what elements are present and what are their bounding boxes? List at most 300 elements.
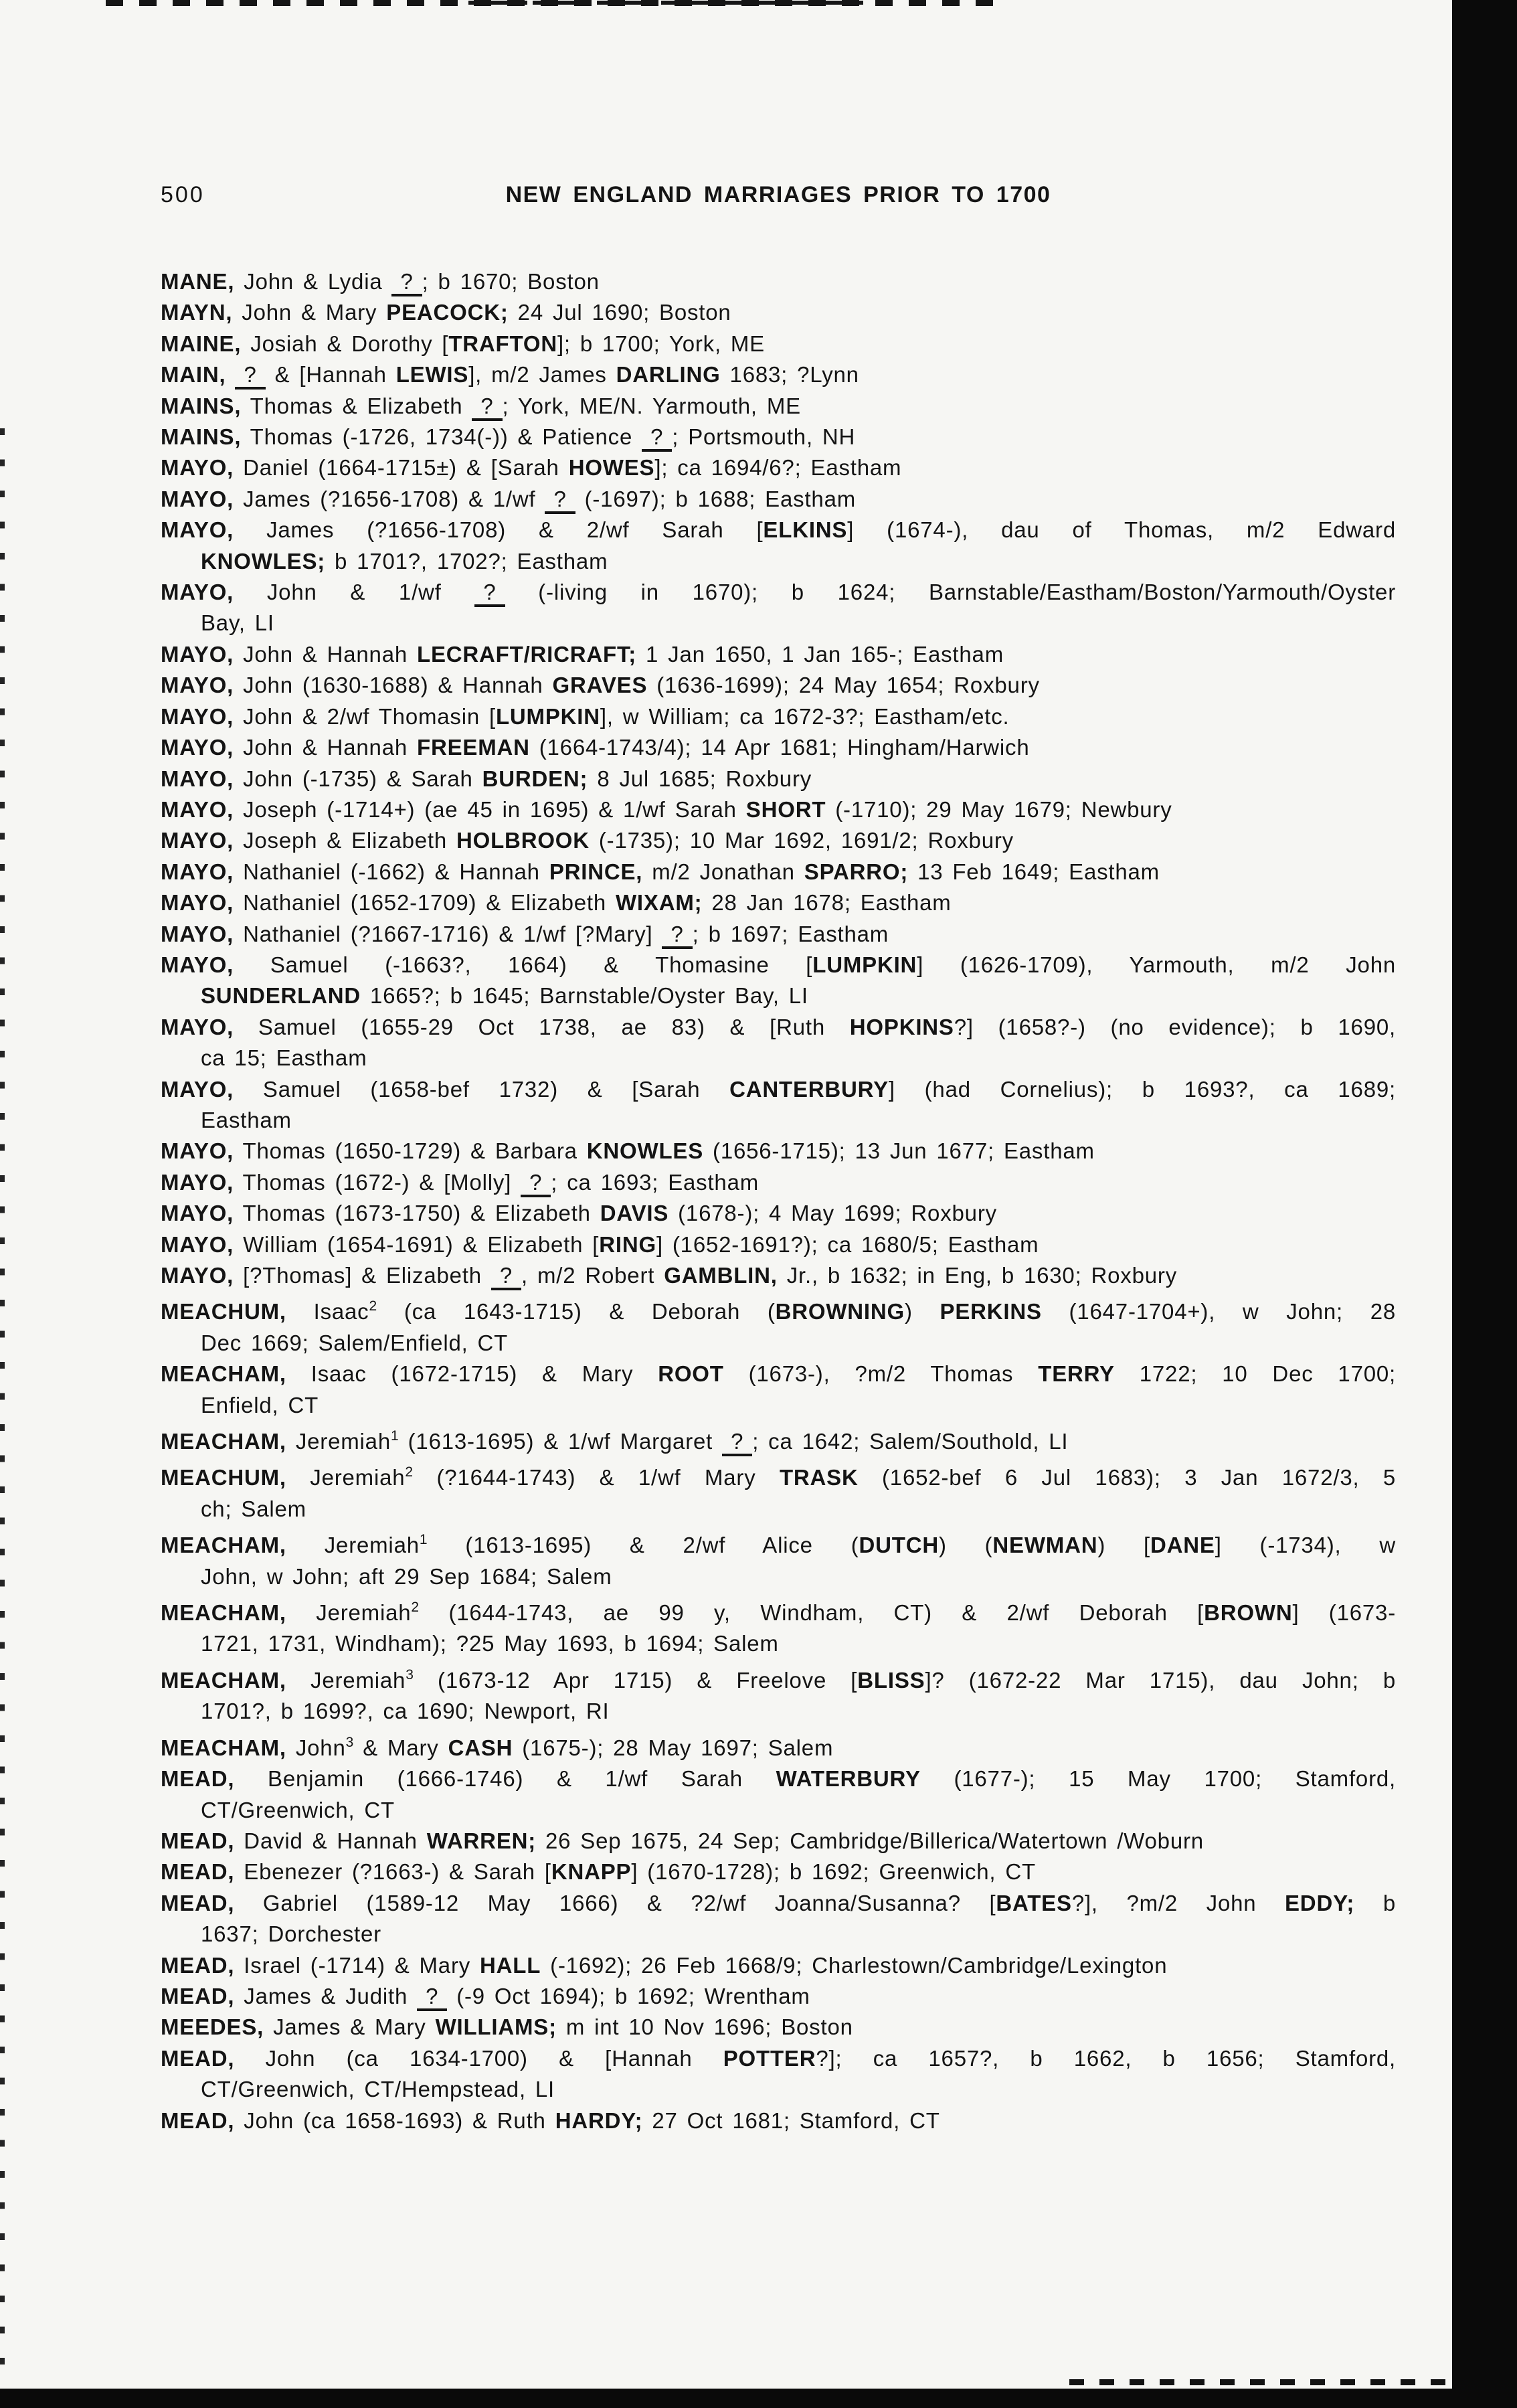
surname-bold: HOLBROOK — [456, 828, 590, 853]
entry-text: ]? (1672-22 Mar 1715), dau John; b — [925, 1667, 1396, 1693]
entry-line — [161, 639, 1396, 670]
surname-bold: DUTCH — [859, 1533, 939, 1558]
entry-text: (1673-12 Apr 1715) & Freelove [ — [413, 1667, 858, 1693]
entry-text: Samuel (-1663?, 1664) & Thomasine [ — [234, 952, 813, 977]
entry-text: CT/Greenwich, CT/Hempstead, LI — [201, 2077, 555, 2102]
marriage-entry — [161, 484, 1396, 515]
entry-text: Isaac — [286, 1299, 369, 1324]
surname-bold: HOWES — [568, 455, 655, 481]
entry-line — [161, 794, 1396, 825]
entry-text: (-1710); 29 May 1679; Newbury — [826, 796, 1172, 822]
marriage-entry — [161, 1592, 1396, 1660]
entry-text: (1664-1743/4); 14 Apr 1681; Hingham/Harwich — [529, 735, 1030, 760]
surname-bold: HOPKINS — [849, 1014, 954, 1039]
entry-line — [161, 359, 1396, 390]
entry-line — [161, 515, 1396, 545]
marriage-entry — [161, 887, 1396, 918]
entry-text: (1675-); 28 May 1697; Salem — [513, 1735, 834, 1760]
surname-bold: WIXAM; — [615, 890, 703, 916]
entry-line — [161, 329, 1396, 359]
entry-text: ; ca 1693; Eastham — [551, 1169, 760, 1195]
entry-text: (1678-); 4 May 1699; Roxbury — [668, 1201, 997, 1226]
entry-text: 13 Feb 1649; Eastham — [908, 859, 1160, 884]
surname-bold: GAMBLIN, — [664, 1263, 778, 1288]
entry-text: Nathaniel (-1662) & Hannah — [234, 859, 549, 884]
entry-text: ?], ?m/2 John — [1071, 1890, 1285, 1915]
entry-text: ; b 1697; Eastham — [692, 921, 889, 946]
entry-text: Gabriel (1589-12 May 1666) & ?2/wf Joanna/Susanna? [ — [234, 1890, 996, 1915]
entry-line — [161, 1950, 1396, 1981]
entry-text: b — [1354, 1890, 1396, 1915]
entry-text: James & Mary — [264, 2014, 436, 2040]
entry-continuation-line — [161, 1628, 1396, 1659]
entry-text: [?Thomas] & Elizabeth — [234, 1263, 491, 1288]
unknown-name-blank: ? — [474, 580, 505, 607]
page-header — [161, 179, 1396, 210]
scan-artifact-bottom-dashes — [1069, 2379, 1451, 2385]
entry-line — [161, 1136, 1396, 1167]
entry-line — [161, 2043, 1396, 2074]
marriage-entry — [161, 266, 1396, 297]
marriage-entry — [161, 515, 1396, 577]
entry-text: John & Hannah — [234, 735, 417, 760]
entry-text: John (ca 1658-1693) & Ruth — [234, 2108, 555, 2133]
entry-text: ) ( — [938, 1533, 993, 1558]
unknown-name-blank: ? — [722, 1429, 752, 1456]
unknown-name-blank: ? — [235, 362, 265, 390]
entry-text: 1637; Dorchester — [201, 1921, 381, 1947]
entry-line — [161, 1291, 1396, 1327]
surname-bold: BROWN — [1204, 1600, 1293, 1626]
entry-text: Thomas (-1726, 1734(-)) & Patience — [241, 424, 642, 450]
marriage-entry — [161, 1764, 1396, 1826]
surname-bold: MAYO, — [161, 735, 234, 760]
surname-bold: MEACHUM, — [161, 1299, 286, 1324]
unknown-name-blank: ? — [417, 1984, 447, 2011]
entry-text: James (?1656-1708) & 1/wf — [234, 486, 545, 511]
entry-text: John (1630-1688) & Hannah — [234, 673, 553, 698]
surname-bold: MEACHAM, — [161, 1361, 286, 1387]
scan-artifact-left-ticks — [0, 428, 5, 2383]
entry-line — [161, 1421, 1396, 1457]
entry-text: Jeremiah — [286, 1667, 406, 1693]
entry-line — [161, 1592, 1396, 1628]
entry-text: Thomas & Elizabeth — [241, 393, 472, 418]
entry-line — [161, 2012, 1396, 2043]
surname-bold: KNAPP — [551, 1859, 632, 1885]
entry-line — [161, 1764, 1396, 1794]
entry-text: ; b 1670; Boston — [422, 269, 600, 294]
entry-text: Isaac (1672-1715) & Mary — [286, 1361, 658, 1387]
entry-line — [161, 1457, 1396, 1493]
marriage-entry — [161, 1826, 1396, 1857]
entry-text: & [Hannah — [265, 362, 396, 388]
unknown-name-blank: ? — [662, 922, 692, 949]
entry-line — [161, 950, 1396, 980]
surname-bold: PERKINS — [940, 1299, 1042, 1324]
marriage-entry — [161, 1359, 1396, 1421]
entry-line — [161, 764, 1396, 794]
scan-artifact-bottom-bar — [0, 2389, 1517, 2408]
unknown-name-blank: ? — [391, 269, 422, 296]
entry-text: James & Judith — [234, 1983, 418, 2008]
marriage-entry — [161, 1525, 1396, 1592]
entry-text: ?] (1658?-) (no evidence); b 1690, — [954, 1014, 1396, 1039]
entry-text: John & Mary — [232, 300, 387, 325]
marriage-entry — [161, 1950, 1396, 1981]
entry-text: 8 Jul 1685; Roxbury — [588, 766, 812, 791]
entry-text: (-1735); 10 Mar 1692, 1691/2; Roxbury — [589, 828, 1014, 853]
entry-continuation-line — [161, 1795, 1396, 1826]
entry-text: (1644-1743, ae 99 y, Windham, CT) & 2/wf Deborah [ — [419, 1600, 1204, 1626]
entry-continuation-line — [161, 1043, 1396, 1073]
entry-text: Jeremiah — [286, 1533, 420, 1558]
entry-text: ) — [905, 1299, 940, 1324]
entry-text: 1701?, b 1699?, ca 1690; Newport, RI — [201, 1699, 610, 1724]
entry-text: ] (1674-), dau of Thomas, m/2 Edward — [847, 517, 1396, 543]
surname-bold: MAYO, — [161, 1076, 234, 1102]
marriage-entry — [161, 452, 1396, 483]
marriage-entry — [161, 794, 1396, 825]
entry-text: (-1697); b 1688; Eastham — [575, 486, 857, 511]
entry-text: ; ca 1642; Salem/Southold, LI — [752, 1429, 1069, 1454]
entry-text — [226, 362, 236, 387]
surname-bold: MAINS, — [161, 424, 242, 450]
marriage-entry — [161, 422, 1396, 452]
entry-line — [161, 1888, 1396, 1919]
surname-bold: MEAD, — [161, 1859, 235, 1885]
entry-text: & Mary — [353, 1735, 448, 1760]
surname-bold: BLISS — [857, 1667, 925, 1693]
entry-text: 28 Jan 1678; Eastham — [702, 890, 952, 916]
surname-bold: MAYO, — [161, 1169, 234, 1195]
surname-bold: LUMPKIN — [495, 703, 600, 729]
surname-bold: KNOWLES — [586, 1138, 704, 1164]
surname-bold: MAYO, — [161, 952, 234, 977]
surname-bold: MEAD, — [161, 2108, 235, 2133]
surname-bold: BATES — [996, 1890, 1072, 1915]
entry-text: ) [ — [1097, 1533, 1150, 1558]
entry-text: David & Hannah — [234, 1828, 427, 1853]
marriage-entry — [161, 670, 1396, 701]
surname-bold: ROOT — [658, 1361, 724, 1387]
entry-text: CT/Greenwich, CT — [201, 1797, 395, 1822]
entry-text: Thomas (1672-) & [Molly] — [234, 1169, 521, 1195]
entry-text: John & Hannah — [234, 641, 417, 667]
marriage-entry — [161, 857, 1396, 887]
surname-bold: KNOWLES; — [201, 548, 326, 574]
surname-bold: MAYO, — [161, 703, 234, 729]
entry-continuation-line — [161, 1561, 1396, 1592]
marriage-entry — [161, 1981, 1396, 2012]
marriage-entry — [161, 1291, 1396, 1359]
entry-line — [161, 1525, 1396, 1561]
entry-line — [161, 2105, 1396, 2136]
entry-line — [161, 1074, 1396, 1105]
entry-line — [161, 1660, 1396, 1696]
marriage-entry — [161, 359, 1396, 390]
marriage-entry — [161, 297, 1396, 328]
surname-bold: CASH — [448, 1735, 513, 1760]
unknown-name-blank: ? — [545, 487, 575, 514]
entry-line — [161, 701, 1396, 732]
marriage-entry — [161, 2105, 1396, 2136]
entry-text: Ebenezer (?1663-) & Sarah [ — [234, 1859, 551, 1885]
entry-line — [161, 1981, 1396, 2012]
entry-text: 1665?; b 1645; Barnstable/Oyster Bay, LI — [361, 983, 808, 1009]
surname-bold: RING — [599, 1231, 656, 1257]
surname-bold: MAYO, — [161, 828, 234, 853]
marriage-entry — [161, 1457, 1396, 1525]
entry-line — [161, 484, 1396, 515]
entry-text: 1 Jan 1650, 1 Jan 165-; Eastham — [636, 641, 1004, 667]
entry-text: (1673-), ?m/2 Thomas — [723, 1361, 1039, 1387]
surname-bold: FREEMAN — [416, 735, 530, 760]
marriage-entry — [161, 1857, 1396, 1887]
marriage-entry — [161, 919, 1396, 950]
entry-text: ?]; ca 1657?, b 1662, b 1656; Stamford, — [816, 2045, 1397, 2071]
surname-bold: EDDY; — [1285, 1890, 1355, 1915]
marriage-entry — [161, 950, 1396, 1012]
entry-text: (-1692); 26 Feb 1668/9; Charlestown/Cambridge/Lexington — [541, 1952, 1168, 1978]
entry-line — [161, 422, 1396, 452]
entry-text: Nathaniel (?1667-1716) & 1/wf [?Mary] — [234, 921, 662, 946]
surname-bold: MAYO, — [161, 673, 234, 698]
entry-text: William (1654-1691) & Elizabeth [ — [234, 1231, 600, 1257]
entry-text: b 1701?, 1702?; Eastham — [325, 548, 608, 574]
surname-bold: MAYO, — [161, 859, 234, 884]
entry-line — [161, 452, 1396, 483]
page-title: NEW ENGLAND MARRIAGES PRIOR TO 1700 — [505, 182, 1051, 207]
entry-line — [161, 297, 1396, 328]
surname-bold: MAYO, — [161, 580, 234, 605]
entry-text: ] (had Cornelius); b 1693?, ca 1689; — [888, 1076, 1396, 1102]
surname-bold: MEAD, — [161, 2045, 235, 2071]
surname-bold: TERRY — [1038, 1361, 1115, 1387]
surname-bold: MAYO, — [161, 766, 234, 791]
surname-bold: HALL — [480, 1952, 541, 1978]
scan-artifact-top-dashes-solid — [468, 1, 863, 5]
surname-bold: MEAD, — [161, 1983, 235, 2008]
surname-bold: MAINE, — [161, 331, 242, 356]
entry-line — [161, 1198, 1396, 1229]
marriage-entry — [161, 701, 1396, 732]
surname-bold: PEACOCK; — [386, 300, 509, 325]
entry-text: ], w William; ca 1672-3?; Eastham/etc. — [600, 703, 1010, 729]
entry-line — [161, 1167, 1396, 1198]
entry-text: (1613-1695) & 1/wf Margaret — [398, 1429, 723, 1454]
generation-superscript: 3 — [345, 1734, 354, 1750]
marriage-entry — [161, 639, 1396, 670]
surname-bold: MAYO, — [161, 1138, 234, 1164]
surname-bold: POTTER — [723, 2045, 816, 2071]
marriage-entry — [161, 825, 1396, 856]
surname-bold: BURDEN; — [482, 766, 588, 791]
surname-bold: LECRAFT/RICRAFT; — [416, 641, 637, 667]
entry-line — [161, 1857, 1396, 1887]
entry-line — [161, 732, 1396, 763]
entry-text: Josiah & Dorothy [ — [241, 331, 449, 356]
entry-text: ], m/2 James — [468, 362, 616, 388]
surname-bold: MAYO, — [161, 921, 234, 946]
entry-text: (1652-bef 6 Jul 1683); 3 Jan 1672/3, 5 — [858, 1465, 1397, 1490]
surname-bold: MEAD, — [161, 1828, 235, 1853]
surname-bold: MAYO, — [161, 486, 234, 511]
surname-bold: MEAD, — [161, 1890, 235, 1915]
marriage-entry — [161, 1229, 1396, 1260]
marriage-entry — [161, 1136, 1396, 1167]
marriage-entry — [161, 2043, 1396, 2105]
entry-text: Jeremiah — [286, 1600, 412, 1626]
entry-text: Samuel (1658-bef 1732) & [Sarah — [234, 1076, 730, 1102]
surname-bold: MAYO, — [161, 455, 234, 481]
entry-text: 1683; ?Lynn — [720, 362, 859, 388]
marriage-entry — [161, 1888, 1396, 1950]
surname-bold: MAINS, — [161, 393, 242, 418]
generation-superscript: 1 — [419, 1532, 428, 1548]
surname-bold: MANE, — [161, 269, 235, 294]
entry-text: John (ca 1634-1700) & [Hannah — [234, 2045, 723, 2071]
surname-bold: MAIN, — [161, 362, 226, 388]
entry-text: (1647-1704+), w John; 28 — [1041, 1299, 1397, 1324]
generation-superscript: 1 — [390, 1428, 399, 1444]
entry-text: (1677-); 15 May 1700; Stamford, — [920, 1766, 1396, 1792]
marriage-entry — [161, 391, 1396, 422]
entry-text: , m/2 Robert — [521, 1263, 664, 1288]
marriage-entry — [161, 1012, 1396, 1074]
entry-text: ] (-1734), w — [1215, 1533, 1396, 1558]
entry-text: James (?1656-1708) & 2/wf Sarah [ — [234, 517, 764, 543]
entry-text: Samuel (1655-29 Oct 1738, ae 83) & [Ruth — [234, 1014, 850, 1039]
surname-bold: MEAD, — [161, 1766, 235, 1792]
surname-bold: MAYO, — [161, 890, 234, 916]
entry-text: (?1644-1743) & 1/wf Mary — [413, 1465, 780, 1490]
entry-text: Joseph (-1714+) (ae 45 in 1695) & 1/wf Sarah — [234, 796, 746, 822]
entry-text: Nathaniel (1652-1709) & Elizabeth — [234, 890, 616, 916]
entry-line — [161, 1229, 1396, 1260]
surname-bold: MAYO, — [161, 796, 234, 822]
entry-text: Thomas (1673-1750) & Elizabeth — [234, 1201, 600, 1226]
page-number: 500 — [161, 182, 205, 207]
surname-bold: DARLING — [616, 362, 721, 388]
surname-bold: GRAVES — [552, 673, 648, 698]
entry-line — [161, 919, 1396, 950]
marriage-entry — [161, 1260, 1396, 1291]
marriage-entry — [161, 329, 1396, 359]
entry-line — [161, 670, 1396, 701]
entry-text: Bay, LI — [201, 610, 274, 636]
surname-bold: MEAD, — [161, 1952, 235, 1978]
unknown-name-blank: ? — [491, 1263, 521, 1290]
entry-line — [161, 1012, 1396, 1043]
entry-text: (1656-1715); 13 Jun 1677; Eastham — [703, 1138, 1095, 1164]
generation-superscript: 3 — [406, 1666, 414, 1683]
entry-text: ]; b 1700; York, ME — [557, 331, 765, 356]
entry-text: (-living in 1670); b 1624; Barnstable/Eastham/Boston/Yarmouth/Oyster — [505, 580, 1396, 605]
entry-text: ; York, ME/N. Yarmouth, ME — [502, 393, 801, 418]
surname-bold: WATERBURY — [776, 1766, 921, 1792]
surname-bold: MAYO, — [161, 1231, 234, 1257]
entry-text: ] (1673- — [1292, 1600, 1396, 1626]
generation-superscript: 2 — [411, 1600, 420, 1616]
entry-line — [161, 391, 1396, 422]
entry-continuation-line — [161, 1494, 1396, 1525]
entry-text: John & 2/wf Thomasin [ — [234, 703, 496, 729]
surname-bold: MAYO, — [161, 1014, 234, 1039]
entry-text: ] (1652-1691?); ca 1680/5; Eastham — [656, 1231, 1039, 1257]
entry-text: ch; Salem — [201, 1496, 306, 1521]
generation-superscript: 2 — [369, 1298, 377, 1314]
marriage-entry — [161, 732, 1396, 763]
generation-superscript: 2 — [405, 1464, 414, 1480]
surname-bold: CANTERBURY — [729, 1076, 889, 1102]
entry-text: John & 1/wf — [234, 580, 475, 605]
surname-bold: MAYO, — [161, 1201, 234, 1226]
entry-text: Enfield, CT — [201, 1392, 319, 1417]
entries-list — [161, 266, 1396, 2136]
surname-bold: TRASK — [779, 1465, 859, 1490]
entry-text: m/2 Jonathan — [642, 859, 804, 884]
marriage-entry — [161, 1198, 1396, 1229]
surname-bold: SHORT — [745, 796, 826, 822]
entry-line — [161, 1826, 1396, 1857]
scan-artifact-right-bar — [1452, 0, 1517, 2408]
marriage-entry — [161, 1074, 1396, 1136]
entry-line — [161, 1260, 1396, 1291]
surname-bold: MEACHAM, — [161, 1429, 286, 1454]
entry-text: Thomas (1650-1729) & Barbara — [234, 1138, 587, 1164]
entry-text: Israel (-1714) & Mary — [234, 1952, 480, 1978]
entry-line — [161, 1727, 1396, 1764]
entry-text: 1721, 1731, Windham); ?25 May 1693, b 1694; Salem — [201, 1631, 779, 1656]
surname-bold: MAYN, — [161, 300, 233, 325]
marriage-entry — [161, 1421, 1396, 1457]
entry-text: Jeremiah — [286, 1429, 391, 1454]
surname-bold: ELKINS — [763, 517, 848, 543]
surname-bold: DAVIS — [600, 1201, 669, 1226]
entry-text: m int 10 Nov 1696; Boston — [556, 2014, 853, 2040]
entry-continuation-line — [161, 608, 1396, 638]
entry-continuation-line — [161, 2074, 1396, 2105]
surname-bold: MEACHUM, — [161, 1465, 286, 1490]
marriage-entry — [161, 577, 1396, 639]
surname-bold: NEWMAN — [992, 1533, 1098, 1558]
entry-text: ] (1670-1728); b 1692; Greenwich, CT — [631, 1859, 1036, 1885]
entry-text: 26 Sep 1675, 24 Sep; Cambridge/Billerica/Watertown /Woburn — [536, 1828, 1204, 1853]
surname-bold: MEACHAM, — [161, 1533, 286, 1558]
entry-text: 27 Oct 1681; Stamford, CT — [642, 2108, 940, 2133]
entry-text: 1722; 10 Dec 1700; — [1114, 1361, 1396, 1387]
marriage-entry — [161, 764, 1396, 794]
marriage-entry — [161, 1727, 1396, 1764]
entry-text: (ca 1643-1715) & Deborah ( — [377, 1299, 776, 1324]
entry-text: ] (1626-1709), Yarmouth, m/2 John — [917, 952, 1397, 977]
surname-bold: WILLIAMS; — [435, 2014, 557, 2040]
surname-bold: PRINCE, — [549, 859, 643, 884]
marriage-entry — [161, 2012, 1396, 2043]
surname-bold: SPARRO; — [804, 859, 909, 884]
entry-line — [161, 887, 1396, 918]
entry-text: (-9 Oct 1694); b 1692; Wrentham — [447, 1983, 810, 2008]
surname-bold: BROWNING — [775, 1299, 905, 1324]
entry-text: Benjamin (1666-1746) & 1/wf Sarah — [234, 1766, 776, 1792]
surname-bold: MEACHAM, — [161, 1735, 286, 1760]
surname-bold: MAYO, — [161, 517, 234, 543]
unknown-name-blank: ? — [521, 1170, 551, 1197]
entry-text: Jr., b 1632; in Eng, b 1630; Roxbury — [777, 1263, 1178, 1288]
entry-text: (1613-1695) & 2/wf Alice ( — [427, 1533, 859, 1558]
entry-text: Dec 1669; Salem/Enfield, CT — [201, 1330, 509, 1355]
